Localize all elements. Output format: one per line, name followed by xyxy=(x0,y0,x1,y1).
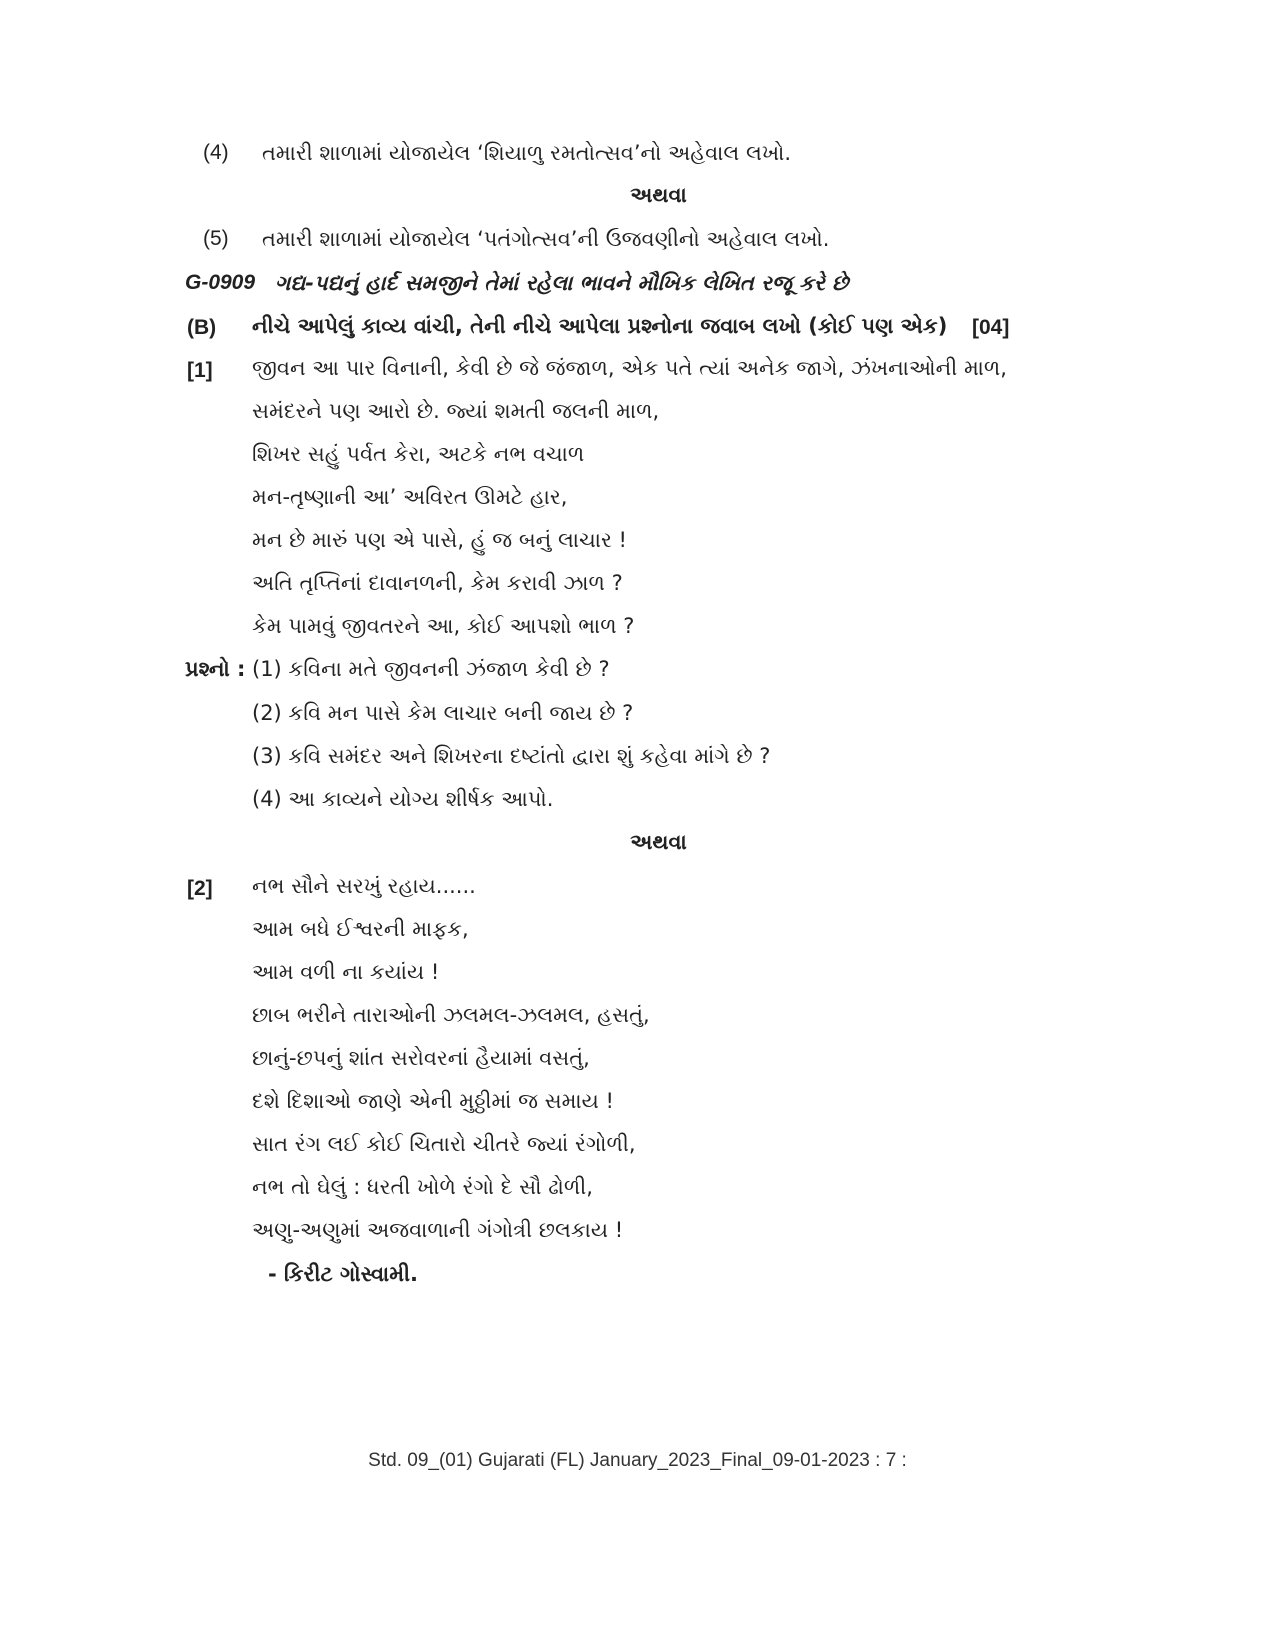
poem-line: નભ તો ઘેલું : ધરતી ખોળે રંગો દે સૌ ઢોળી, xyxy=(252,1175,593,1199)
section-marks: [04] xyxy=(972,316,1010,339)
poem-line: અણુ-અણુમાં અજવાળાની ગંગોત્રી છલકાય ! xyxy=(252,1218,624,1242)
or-separator: અથવા xyxy=(630,830,687,854)
question-item: (3) કવિ સમંદર અને શિખરના દષ્ટાંતો દ્વારા શું કહેવા માંગે છે ? xyxy=(252,744,771,768)
poem-line: મન-તૃષ્ણાની આ’ અવિરત ઊમટે હાર, xyxy=(252,485,568,509)
poem-line: છાબ ભરીને તારાઓની ઝલમલ-ઝલમલ, હસતું, xyxy=(252,1003,650,1027)
poem-line: શિખર સહું પર્વત કેરા, અટકે નભ વચાળ xyxy=(252,442,585,466)
item-number: (4) xyxy=(203,141,229,164)
page-footer: Std. 09_(01) Gujarati (FL) January_2023_Final_09-01-2023 : 7 : xyxy=(368,1450,907,1471)
poem-line: અતિ તૃપ્તિનાં દાવાનળની, કેમ કરાવી ઝાળ ? xyxy=(252,571,623,595)
poem-line: આમ વળી ના કયાંય ! xyxy=(252,960,440,984)
poem-line: કેમ પામવું જીવતરને આ, કોઈ આપશો ભાળ ? xyxy=(252,614,635,638)
poem-line: સાત રંગ લઈ કોઈ ચિતારો ચીતરે જ્યાં રંગોળી, xyxy=(252,1132,636,1156)
item-text: તમારી શાળામાં યોજાયેલ ‘શિયાળુ રમતોત્સવ’નો અહેવાલ લખો. xyxy=(262,141,792,165)
poem-author: - કિરીટ ગોસ્વામી. xyxy=(268,1262,419,1286)
question-item: (2) કવિ મન પાસે કેમ લાચાર બની જાય છે ? xyxy=(252,701,634,725)
question-item: (4) આ કાવ્યને યોગ્ય શીર્ષક આપો. xyxy=(252,787,554,811)
learning-code: G-0909 xyxy=(185,271,256,294)
poem-line: નભ સૌને સરખું રહાય...... xyxy=(252,874,476,898)
item-number: (5) xyxy=(203,227,229,250)
item-text: તમારી શાળામાં યોજાયેલ ‘પતંગોત્સવ’ની ઉજવણીનો અહેવાલ લખો. xyxy=(262,227,830,251)
poem-label: [1] xyxy=(187,359,213,382)
poem-line: સમંદરને પણ આરો છે. જ્યાં શમતી જલની માળ, xyxy=(252,399,660,423)
question-item: (1) કવિના મતે જીવનની ઝંજાળ કેવી છે ? xyxy=(252,657,610,681)
poem-line: છાનું-છપનું શાંત સરોવરનાં હૈયામાં વસતું, xyxy=(252,1046,590,1070)
or-separator: અથવા xyxy=(630,183,687,207)
learning-outcome: ગદ્ય-પદ્યનું હાર્દ સમજીને તેમાં રહેલા ભાવને મૌખિક લેખિત રજૂ કરે છે xyxy=(275,271,849,295)
poem-line: મન છે મારું પણ એ પાસે, હું જ બનું લાચાર ! xyxy=(252,528,627,552)
poem-line: આમ બધે ઈશ્વરની માફક, xyxy=(252,917,469,941)
poem-label: [2] xyxy=(187,877,213,900)
section-instruction: નીચે આપેલું કાવ્ય વાંચી, તેની નીચે આપેલા પ્રશ્નોના જવાબ લખો (કોઈ પણ એક) xyxy=(252,314,948,338)
questions-label: પ્રશ્નો : xyxy=(185,657,246,681)
poem-line: દશે દિશાઓ જાણે એની મુઠ્ઠીમાં જ સમાય ! xyxy=(252,1089,614,1113)
poem-line: જીવન આ પાર વિનાની, કેવી છે જે જંજાળ, એક પતે ત્યાં અનેક જાગે, ઝંખનાઓની માળ, xyxy=(252,356,1007,380)
section-label: (B) xyxy=(187,316,217,339)
